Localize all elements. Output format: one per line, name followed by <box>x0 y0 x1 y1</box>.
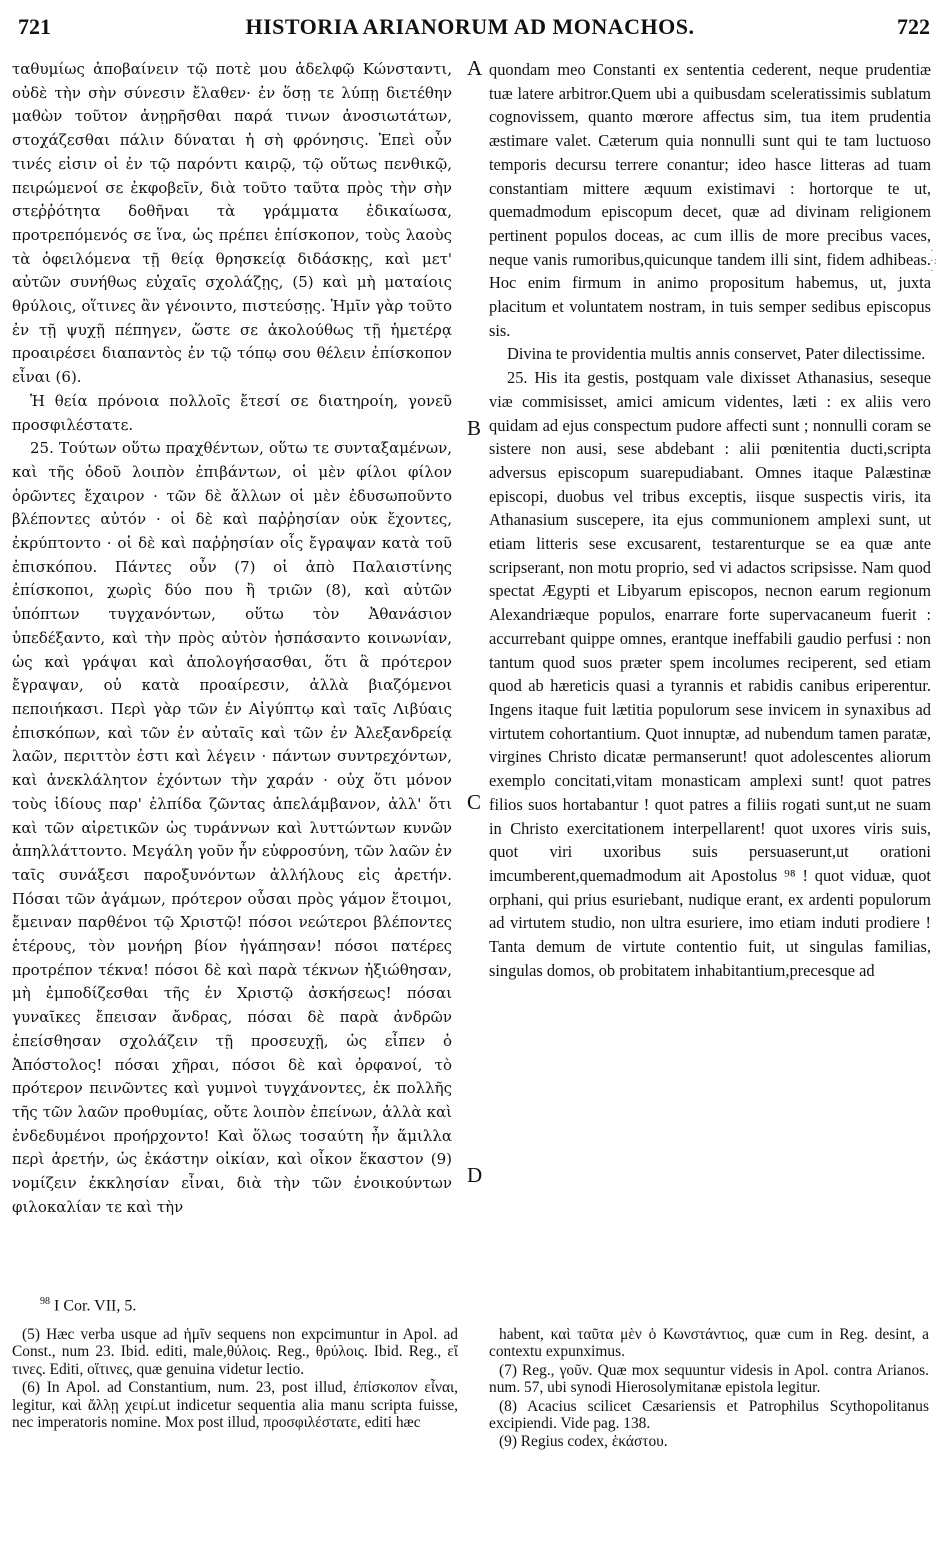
margin-marker-c: C <box>467 790 482 814</box>
notes-right-column <box>489 1326 929 1452</box>
greek-paragraph-3: 25. Τούτων οὕτω πραχθέντων, οὕτω τε συνταξαμένων, καὶ τῆς ὁδοῦ λοιπὸν ἐπιβάντων, οἱ μὲν φίλοι φίλον ὁρῶντες ἔχαιρον · τῶν δὲ ἄλλων οἱ μὲν ἐδυσωποῦντο βλέποντες αὐτόν · οἱ δὲ καὶ παῤῥησίαν οὐκ ἔχοντες, ἐκρύπτοντο · οἱ δὲ καὶ παῤῥησίαν οἷς ἔγραψαν κατὰ τοῦ ἐπισκόπου. Πάντες οὖν (7) οἱ ἀπὸ Παλαιστίνης ἐπίσκοποι, χωρὶς δύο που ἢ τριῶν (8), καὶ αὐτῶν ὑπόπτων τυγχανόντων, οὕτω τὸν Ἀθανάσιον ὑπεδέξαντο, καὶ τὴν πρὸς αὐτὸν ἠσπάσαντο κοινωνίαν, ὡς καὶ γράψαι καὶ ἀπολογήσασθαι, ὅτι ἃ πρότερον ἔγραψαν, οὐ κατὰ προαίρεσιν, ἀλλὰ βιαζόμενοι πεποιήκασι. Περὶ γὰρ τῶν ἐν Αἰγύπτῳ καὶ ταῖς Λιβύαις ἐπισκόπων, καὶ τῶν ἐν αὐταῖς καὶ τῶν ἐν Ἀλεξανδρείᾳ λαῶν, περιττὸν ἐστι καὶ λέγειν · πάντων συντρεχόντων, καὶ ἀνεκλάλητον ἐχόντων τὴν χαράν · οὐχ ὅτι μόνον τοὺς ἰδίους παρ' ἐλπίδα ζῶντας ἀπελάμβανον, ἀλλ' ὅτι καὶ τῶν αἱρετικῶν ὡς τυράννων καὶ λυττώντων κυνῶν ἀπηλλάττοντο. Μεγάλη γοῦν ἦν εὐφροσύνη, τῶν λαῶν ἐν ταῖς συνάξεσι παροξυνόντων ἀλλήλους εἰς ἀρετήν. Πόσαι τῶν ἀγάμων, πρότερον οὖσαι πρὸς γάμον ἕτοιμοι, ἔμειναν παρθένοι τῷ Χριστῷ! πόσοι νεώτεροι βλέποντες ἑτέρους, τὸν μονήρη βίον ἠγάπησαν! πόσοι πατέρες προτρέπον τέκνα! πόσοι δὲ καὶ παρὰ τέκνων ἠξιώθησαν, μὴ ἐμποδίζεσθαι τῆς ἐν Χριστῷ ἀσκήσεως! πόσαι γυναῖκες ἔπεισαν ἄνδρας, πόσαι δὲ παρὰ ἀνδρῶν ἐπείσθησαν σχολάζειν τῇ προσευχῇ, ὡς εἶπεν ὁ Ἀπόστολος! πόσαι χῆραι, πόσοι δὲ καὶ ὀρφανοί, τὸ πρότερον πεινῶντες καὶ γυμνοὶ τυγχάνοντες, ἐκ πολλῆς τῆς τῶν λαῶν προθυμίας, οὔτε λοιπὸν ἐπείνων, ἀλλὰ καὶ ἐνδεδυμένοι προήρχοντο! Καὶ ὅλως τοσαύτη ἦν ἅμιλλα περὶ ἀρετήν, ὡς ἑκάστην οἰκίαν, καὶ οἶκον ἕκαστον (9) νομίζειν ἐκκλησίαν εἶναι, διὰ τὴν τῶν ἐνοικούντων φιλοκαλίαν τε καὶ τὴν <box>12 439 452 1216</box>
scan-artifact: · ·: · <box>930 244 938 277</box>
footnote-mark: 98 <box>40 1296 50 1307</box>
margin-marker-d: D <box>467 1163 483 1187</box>
page-header <box>10 14 930 44</box>
note-5: (5) Hæc verba usque ad ἡμῖν sequens non expcimuntur in Apol. ad Const., num 23. Ibid. editi, male,θύλοις. Reg., θρύλοις. Ibid. Reg., εἴ τινες. Editi, οἵτινες, quæ genuina videtur lectio. <box>12 1326 458 1378</box>
latin-paragraph-3: 25. His ita gestis, postquam vale dixisset Athanasius, seseque viæ commisisset, amici amicum videntes, læti : ex aliis vero quidam ad ejus conspectum pudore affecti sunt ; nonnulli coram se sistere non ausi, sese abdebant : alii pœnitentia ducti,scripta adversus episcopum suarepudiabant. Omnes itaque Palæstinæ episcopi, duobus vel tribus exceptis, iisque suspectis viris, ita Athanasium suscepere, ita ejus communionem amplexi sunt, ut etiam litteris sese excusarent, testarenturque se ea quæ ante scripserant, non motu proprio, sed vi adactos scripsisse. Nam quod spectat Ægypti et Libyarum episcopos, necnon earum regionum Alexandriæque populos, enarrare forte supervacaneum fuerit : accurrebant quippe omnes, erantque ineffabili gaudio perfusi : non tantum quod suos præter spem incolumes reciperent, sed etiam quod ab hæreticis quasi a tyrannis et rabidis canibus eriperentur. Ingens itaque fuit lætitia populorum sese invicem in synaxibus ad virtutem cohortantium. Quot innuptæ, ad nubendum tamen paratæ, virgines Christo dicatæ permanserunt! quot adolescentes aliorum exemplo concitati,vitam monasticam amplexi sunt! quot patres filios suos hortabantur ! quot patres a filiis rogati sunt,ut ne suam in Christo exercitationem interpellarent! quot uxores viris suis, quot viri uxoribus suis persuaserunt,ut orationi imcumberent,quemadmodum ait Apostolus ⁹⁸ ! quot viduæ, quot orphani, qui prius esuriebant, nudique erant, ex ardenti populorum ad virtutem studio, non ultra esuriere, imo etiam induti prodiere ! Tanta demum de virtute contentio fuit, ut singulas familias, singulas domos, ob probitatem inhabitantium,precesque ad <box>489 368 931 980</box>
page-number-right: 722 <box>897 14 930 39</box>
footnote-98 <box>40 1296 136 1315</box>
page-number-left: 721 <box>18 14 51 39</box>
margin-marker-b: B <box>467 416 482 440</box>
note-6: (6) In Apol. ad Constantium, num. 23, post illud, ἐπίσκοπον εἶναι, legitur, καὶ ἄλλῃ χειρί.ut indicetur sequentia alia manu scripta fuisse, nec imperatoris nomine. Mox post illud, προσφιλέστατε, editi hæc <box>12 1379 458 1432</box>
note-7: (7) Reg., γοῦν. Quæ mox sequuntur videsis in Apol. contra Arianos. num. 57, ubi synodi Hierosolymitanæ epistola legitur. <box>489 1361 929 1397</box>
running-title: HISTORIA ARIANORUM AD MONACHOS. <box>245 14 695 39</box>
note-6-continued: habent, καὶ ταῦτα μὲν ὁ Κωνστάντιος, quæ cum in Reg. desint, a contextu expunximus. <box>489 1326 929 1361</box>
greek-column <box>12 58 452 1219</box>
margin-marker-a: A <box>467 56 483 80</box>
notes-left-column <box>12 1326 458 1432</box>
latin-paragraph-1: quondam meo Constanti ex sententia cederent, neque prudentiæ tuæ latere arbitror.Quem ubi a quibusdam sceleratissimis sublatum cognovissem, quanto mœrore affectus sim, tua item prudentia æstimare valet. Cæterum quia nonnulli sunt qui te tam luctuoso temporis decursu terrere conantur; ideo hasce litteras ad tuam constantiam mittere æquum existimavi : hortorque te ut, quemadmodum episcopum decet, quæ ad divinam religionem pertinent populos doceas, ac cum illis de more precibus vaces, neque vanis rumoribus,quicunque tandem illi sint, fidem adhibeas. Hoc enim firmum in animo propositum habemus, ut, juxta placitum et voluntatem nostram, in tuis semper sedibus episcopus sis. <box>489 60 931 340</box>
greek-paragraph-1: ταθυμίως ἀποβαίνειν τῷ ποτὲ μου ἀδελφῷ Κώνσταντι, οὐδὲ τὴν σὴν σύνεσιν ἔλαθεν· ἐν ὅσῃ τε λύπῃ διετέθην μαθὼν τοῦτον ἀνῃρῆσθαι παρά τινων ἀνοσιωτάτων, στοχάζεσθαι πάλιν δύναται ἡ σὴ φρόνησις. Ἐπεὶ οὖν τινές εἰσιν οἱ ἐν τῷ παρόντι καιρῷ, τῷ οὕτως πενθικῷ, πειρώμενοί σε ἐκφοβεῖν, διὰ τοῦτο ταῦτα πρὸς τὴν σὴν στεῤῥότητα δοθῆναι τὰ γράμματα ἐδικαίωσα, προτρεπόμενός σε ἵνα, ὡς πρέπει ἐπίσκοπον, τοὺς λαοὺς τὰ ὀφειλόμενα τῇ θείᾳ θρησκείᾳ διδάσκῃς, καὶ μετ' αὐτῶν συνήθως εὐχαῖς σχολάζῃς, (5) καὶ μὴ ματαίοις θρύλοις, οἵτινες ἂν γένοιντο, πιστεύσῃς. Ἡμῖν γὰρ τοῦτο ἐν τῇ ψυχῇ πέπηγεν, ὥστε σε ἀκολούθως τῇ ἡμετέρᾳ προαιρέσει διαπαντὸς ἐν τῷ τόπῳ σου θέλειν ἐπίσκοπον εἶναι (6). <box>12 60 452 387</box>
greek-paragraph-2: Ἡ θεία πρόνοια πολλοῖς ἔτεσί σε διατηροίη, γονεῦ προσφιλέστατε. <box>12 391 452 434</box>
footnote-text: I Cor. VII, 5. <box>54 1297 137 1315</box>
note-9: (9) Regius codex, ἑκάστου. <box>499 1433 668 1451</box>
latin-paragraph-2: Divina te providentia multis annis conservet, Pater dilectissime. <box>507 344 926 364</box>
latin-column <box>489 58 931 982</box>
note-8: (8) Acacius scilicet Cæsariensis et Patrophilus Scythopolitanus excipiendi. Vide pag. 138. <box>489 1397 929 1433</box>
